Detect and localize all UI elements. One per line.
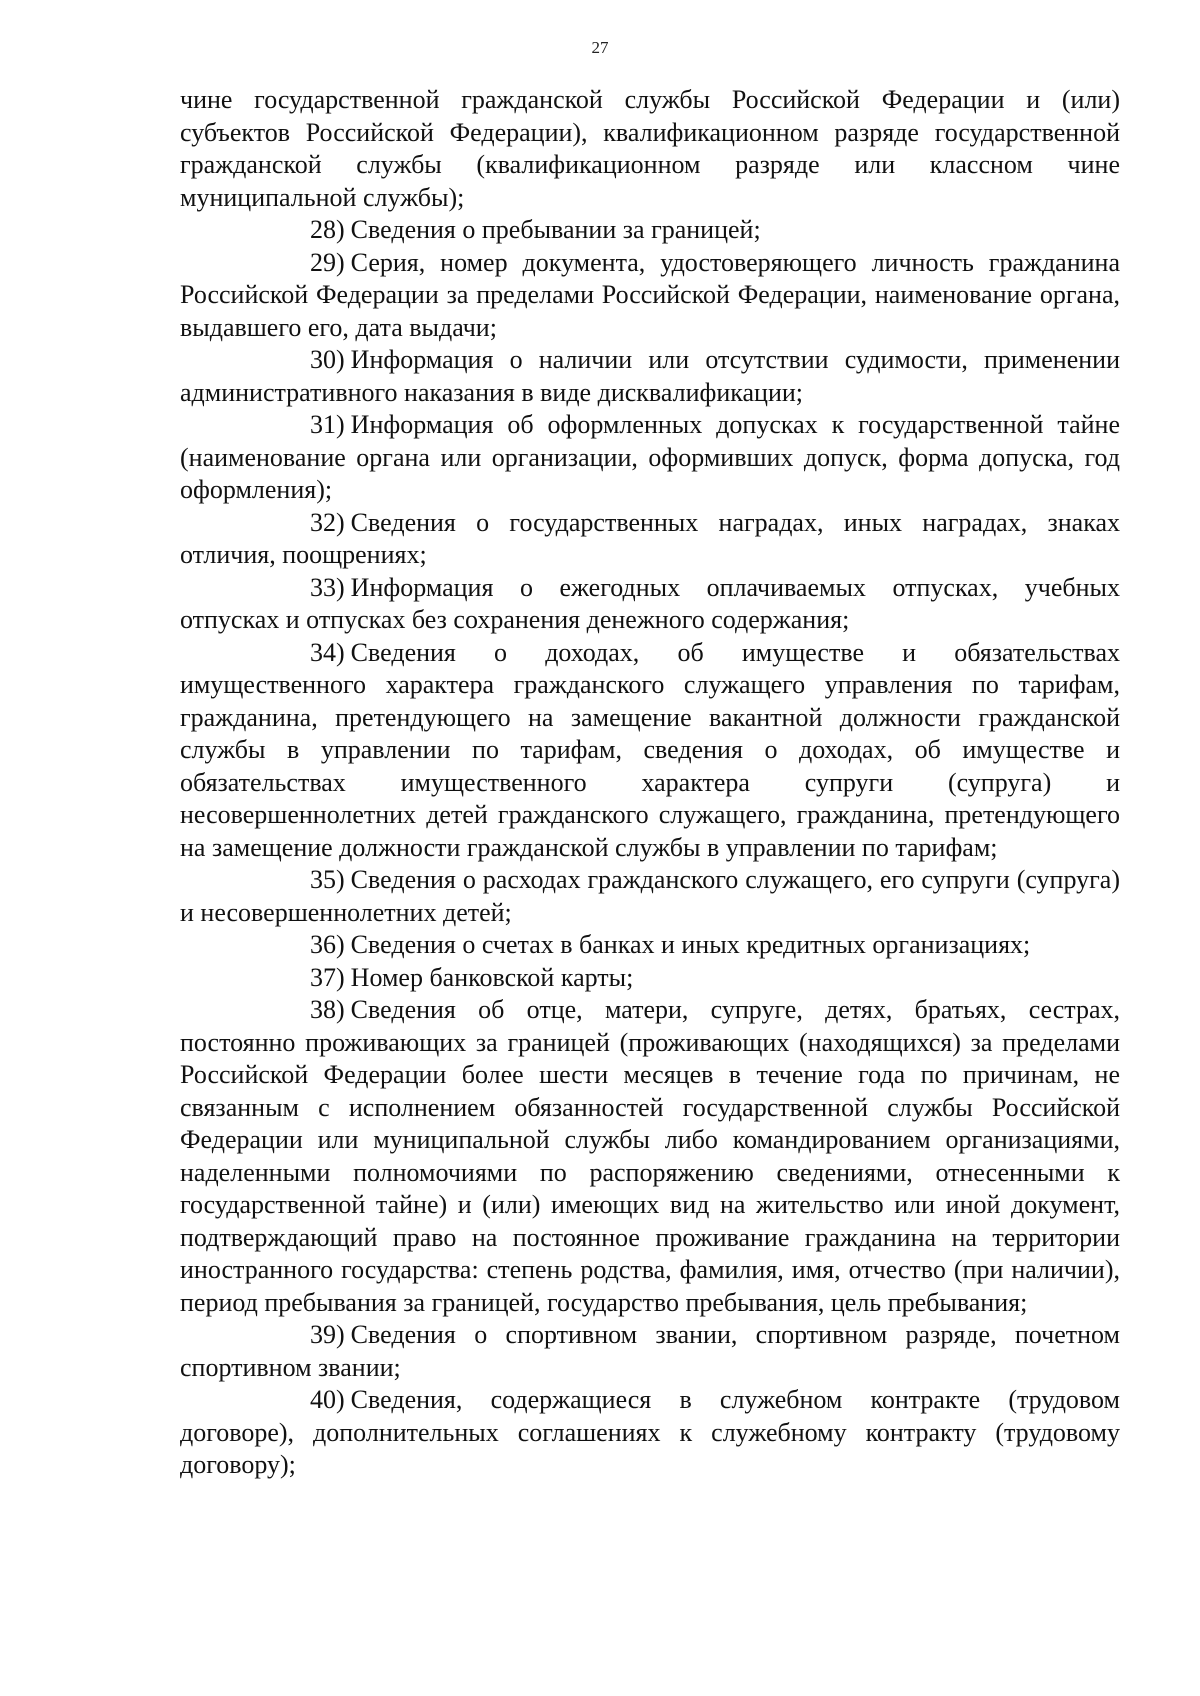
item-number: 40) xyxy=(310,1385,345,1414)
item-text: Сведения об отце, матери, супруге, детях, братьях, сестрах, постоянно проживающих за границей (проживающих (находящихся) за пределами Российской Федерации более шести месяцев в течение года по причинам, не связанным с исполнением обязанностей государственной службы Российской Федерации или муниципальной службы либо командированием организациями, наделенными полномочиями по распоряжению сведениями, отнесенными к государственной тайне) и (или) имеющих вид на жительство или иной документ, подтверждающий право на постоянное проживание гражданина на территории иностранного государства: степень родства, фамилия, имя, отчество (при наличии), период пребывания за границей, государство пребывания, цель пребывания; xyxy=(180,995,1120,1317)
item-number: 33) xyxy=(310,572,345,602)
document-body xyxy=(180,84,1120,1482)
list-item-28 xyxy=(180,214,1120,247)
item-number: 29) xyxy=(310,247,345,277)
item-text: Сведения о счетах в банках и иных кредитных организациях; xyxy=(350,930,1031,959)
item-text: Серия, номер документа, удостоверяющего личность гражданина Российской Федерации за пределами Российской Федерации, наименование органа, выдавшего его, дата выдачи; xyxy=(180,247,1120,342)
list-item-35 xyxy=(180,864,1120,929)
item-number: 30) xyxy=(310,345,345,374)
list-item-36 xyxy=(180,929,1120,962)
item-text: Информация о ежегодных оплачиваемых отпусках, учебных отпусках и отпусках без сохранения денежного содержания; xyxy=(180,572,1120,634)
list-item-40 xyxy=(180,1384,1120,1482)
list-item-38 xyxy=(180,994,1120,1319)
item-number: 28) xyxy=(310,215,345,244)
item-text: Сведения, содержащиеся в служебном контракте (трудовом договоре), дополнительных соглашениях к служебному контракту (трудовому договору); xyxy=(180,1385,1120,1479)
item-number: 35) xyxy=(310,865,345,894)
item-text: Сведения о расходах гражданского служащего, его супруги (супруга) и несовершеннолетних детей; xyxy=(180,865,1120,927)
item-number: 32) xyxy=(310,507,345,537)
item-number: 34) xyxy=(310,637,345,667)
item-number: 36) xyxy=(310,930,345,959)
list-item-39 xyxy=(180,1319,1120,1384)
list-item-33 xyxy=(180,572,1120,637)
list-item-31 xyxy=(180,409,1120,507)
list-item-continuation xyxy=(180,84,1120,214)
list-item-30 xyxy=(180,344,1120,409)
list-item-34 xyxy=(180,637,1120,865)
page-number: 27 xyxy=(591,38,609,57)
item-text: Сведения о спортивном звании, спортивном разряде, почетном спортивном звании; xyxy=(180,1320,1120,1382)
list-item-32 xyxy=(180,507,1120,572)
item-text: Информация о наличии или отсутствии судимости, применении административного наказания в виде дисквалификации; xyxy=(180,345,1120,407)
item-text: Сведения о доходах, об имуществе и обязательствах имущественного характера гражданского служащего управления по тарифам, гражданина, претендующего на замещение вакантной должности гражданской службы в управлении по тарифам, сведения о доходах, об имуществе и обязательствах имущественного характера супруги (супруга) и несовершеннолетних детей гражданского служащего, гражданина, претендующего на замещение должности гражданской службы в управлении по тарифам; xyxy=(180,637,1120,862)
item-text: чине государственной гражданской службы Российской Федерации и (или) субъектов Российской Федерации), квалификационном разряде государственной гражданской службы (квалификационном разряде или классном чине муниципальной службы); xyxy=(180,85,1120,212)
item-text: Номер банковской карты; xyxy=(350,962,634,992)
item-number: 37) xyxy=(310,962,345,992)
item-text: Сведения о пребывании за границей; xyxy=(350,215,761,244)
item-number: 38) xyxy=(310,995,345,1024)
item-text: Сведения о государственных наградах, иных наградах, знаках отличия, поощрениях; xyxy=(180,507,1120,569)
item-text: Информация об оформленных допусках к государственной тайне (наименование органа или организации, оформивших допуск, форма допуска, год оформления); xyxy=(180,410,1120,504)
list-item-37 xyxy=(180,962,1120,995)
list-item-29 xyxy=(180,247,1120,345)
item-number: 39) xyxy=(310,1320,345,1349)
item-number: 31) xyxy=(310,410,345,439)
